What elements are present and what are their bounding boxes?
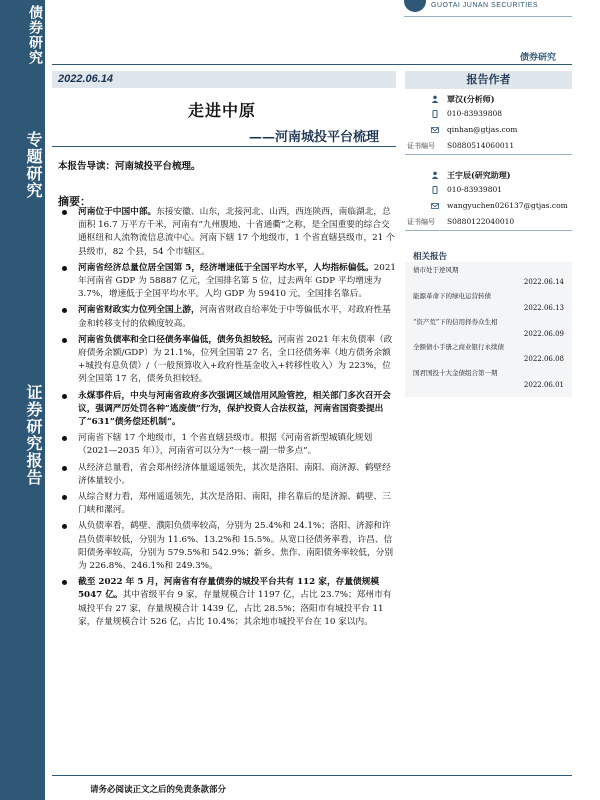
logo-divider bbox=[404, 16, 572, 17]
author-phone: 010-83939801 bbox=[447, 185, 503, 194]
author-divider bbox=[405, 154, 572, 155]
bullet-text: 河南省财政自给率处于中等偏低水平，对政府性基金和转移支付的依赖度较高。 bbox=[78, 305, 391, 329]
bullet-text: 河南省下辖 17 个地级市，1 个省直辖县级市。根据《河南省新型城镇化规划（2021—2035 年）》，河南省可以分为“一核一副一带多点”。 bbox=[78, 433, 373, 457]
abstract-bullets bbox=[56, 206, 396, 632]
logo-emblem-icon bbox=[404, 0, 426, 12]
author-sid-label: 证书编号 bbox=[407, 142, 435, 150]
bullet-lead: 河南省财政实力位列全国上游， bbox=[78, 305, 200, 316]
report-date: 2022.06.14 bbox=[58, 73, 114, 85]
related-report-date: 2022.06.13 bbox=[523, 304, 564, 312]
bullet-text: 东接安徽、山东，北接河北、山西，西连陕西，南临湖北，总面积 16.7 万平方千米，河南有“九州腹地、十省通衢”之称，是全国重要的综合交通枢纽和人流物流信息流中心。河南下辖 17 个地级市，1 个省直辖县级市，21 个县级市，82 个县，54 个市辖区。 bbox=[78, 207, 395, 257]
bullet-text: 从负债率看，鹤壁、濮阳负债率较高，分别为 25.4%和 24.1%；洛阳、济源和许昌负债率较低，分别为 11.6%、13.2%和 15.5%。从宽口径债务率看，许昌、信阳债务率较高，分别为 579.5%和 542.9%；新乡、焦作、南阳债务率较低，分别为 226.8%、246.1%和 249.3%。 bbox=[78, 521, 394, 572]
sidebar-bottom-label: 证券研究报告 bbox=[24, 384, 43, 486]
person-icon bbox=[431, 95, 439, 103]
footer-disclaimer: 请务必阅读正文之后的免责条款部分 bbox=[90, 785, 227, 795]
related-report-title[interactable]: 全额债小手册之商业银行永续债 bbox=[413, 343, 504, 351]
bullet-text: 从经济总量看，省会郑州经济体量遥遥领先，其次是洛阳、南阳、商济源、鹤壁经济体量较小。 bbox=[78, 462, 391, 486]
related-reports-title: 相关报告 bbox=[413, 252, 448, 262]
author-sid: S0880122040010 bbox=[447, 217, 515, 226]
guide-label: 本报告导读： bbox=[58, 161, 116, 172]
author-divider bbox=[405, 230, 572, 231]
related-report-title[interactable]: 国君国投十大金债组合第一期 bbox=[413, 369, 498, 377]
related-report-date: 2022.06.01 bbox=[523, 381, 564, 389]
abstract-label: 摘要： bbox=[58, 195, 91, 208]
bullet-item bbox=[56, 576, 396, 629]
related-report-title[interactable]: “资产荒”下的信用择券众生相 bbox=[413, 318, 498, 326]
header-divider bbox=[52, 64, 572, 65]
bullet-item bbox=[56, 206, 396, 259]
left-sidebar bbox=[0, 0, 45, 800]
email-icon bbox=[431, 202, 439, 210]
bullet-item bbox=[56, 520, 396, 573]
author-section-header: 报告作者 bbox=[405, 71, 572, 89]
person-icon bbox=[431, 171, 439, 179]
bullet-lead: 截至 2022 年 5 月，河南省有存量债券的城投平台共有 112 家，存量债规模 5047 亿。 bbox=[78, 577, 380, 601]
related-report-date: 2022.06.08 bbox=[523, 355, 564, 363]
bullet-lead: 河南省负债率和全口径债务率偏低，债务负担较轻。 bbox=[78, 334, 278, 345]
doc-type-label: 债券研究 bbox=[520, 53, 557, 63]
related-report-title[interactable]: 债市处于逆风期 bbox=[413, 266, 459, 274]
author-phone: 010-83939808 bbox=[447, 109, 503, 118]
footer-divider bbox=[52, 775, 572, 776]
author-name: 覃汉(分析师) bbox=[447, 94, 495, 104]
bullet-text: 河南省 2021 年末负债率（政府债务余额/GDP）为 21.1%，位列全国第 27 名，全口径债务率（地方债务余额+城投有息负债）/（一般预算收入+政府性基金收入+转移性收入）为 223%，位列全国第 17 名，债务负担较轻。 bbox=[78, 334, 393, 385]
bullet-lead: 永煤事件后，中央与河南省政府多次强调区域信用风险管控，相关部门多次召开会议，强调严厉处罚各种“逃废债”行为，保护投资人合法权益，河南省国资委提出了“631”债务偿还机制”。 bbox=[78, 390, 391, 428]
bullet-item bbox=[56, 462, 396, 488]
title-divider bbox=[52, 146, 396, 147]
author-email[interactable]: qinhan@gtjas.com bbox=[447, 125, 518, 134]
bullet-item bbox=[56, 304, 396, 330]
bullet-item bbox=[56, 390, 396, 430]
bullet-item bbox=[56, 262, 396, 302]
report-subtitle: ——河南城投平台梳理 bbox=[249, 130, 380, 145]
bullet-text: 其中省级平台 9 家，存量规模合计 1197 亿，占比 23.7%；郑州市有城投平台 27 家，存量规模合计 1439 亿，占比 28.5%；洛阳市有城投平台 11 家，存量规模合计 526 亿，占比 10.4%；其余地市城投平台在 10 家以内。 bbox=[78, 590, 392, 627]
bullet-item bbox=[56, 432, 396, 458]
company-logo bbox=[404, 0, 594, 14]
bullet-lead: 河南位于中国中部。 bbox=[78, 207, 157, 217]
report-guide bbox=[58, 158, 201, 172]
bullet-item bbox=[56, 334, 396, 387]
email-icon bbox=[431, 126, 439, 134]
related-report-title[interactable]: 能源革命下的绿电运营转债 bbox=[413, 292, 491, 300]
bullet-text: 2021 年河南省 GDP 为 58887 亿元，全国排名第 5 位，过去两年 GDP 平均增速为 3.7%，增速低于全国平均水平。人均 GDP 为 59410 元，全国排名靠后。 bbox=[78, 262, 396, 300]
author-sid-label: 证书编号 bbox=[407, 218, 435, 226]
logo-text: GUOTAI JUNAN SECURITIES bbox=[431, 2, 539, 9]
report-title: 走进中原 bbox=[188, 101, 257, 120]
bullet-item bbox=[56, 491, 396, 517]
bullet-lead: 河南省经济总量位居全国第 5，经济增速低于全国平均水平，人均指标偏低。 bbox=[78, 262, 374, 273]
guide-text: 河南城投平台梳理。 bbox=[115, 161, 201, 172]
sidebar-middle-label: 专题研究 bbox=[24, 131, 43, 199]
author-name: 王宇辰(研究助理) bbox=[447, 170, 511, 180]
phone-icon bbox=[431, 186, 439, 194]
author-email[interactable]: wangyuchen026137@gtjas.com bbox=[447, 201, 568, 210]
bullet-text: 从综合财力看，郑州遥遥领先，其次是洛阳、南阳，排名靠后的是济源、鹤壁、三门峡和漯河。 bbox=[78, 492, 391, 516]
related-report-date: 2022.06.14 bbox=[523, 278, 564, 286]
phone-icon bbox=[431, 110, 439, 118]
sidebar-top-label: 债券研究 bbox=[27, 5, 43, 65]
related-report-date: 2022.06.09 bbox=[523, 330, 564, 338]
author-sid: S0880514060011 bbox=[447, 141, 515, 150]
